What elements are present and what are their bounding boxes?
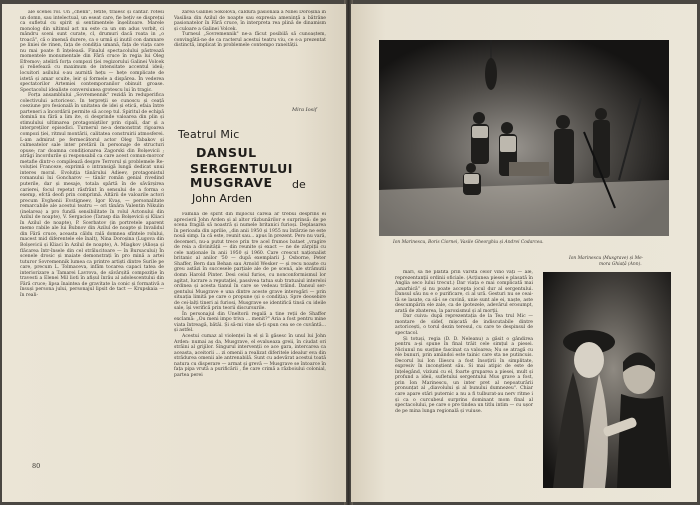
article-signature: Mira Iosif: [292, 107, 317, 113]
left-column-2-top: [174, 10, 326, 106]
paragraph: Dar cuiva: după reprezentația de la Tea trul Mic — montare de sidef, mișcată de indiscutabile dintre actoricești, o torul dezin teresul, cu care te despinsul de spectacol.: [395, 314, 533, 337]
stage-photo-group: [379, 40, 669, 236]
left-column-1: [20, 10, 164, 450]
paragraph: Acestui cumaz al violenței în el și îi găsesc în unul lui John Arden: numai aș da, Musgrave, el evalueaza greii, în ciudat ori străini al grijilor. Singurul intervenții ce ace gara, intercarea ca aceasta, aceitorii ... zi omenii a realizat diferitele idealur eva din strădurea omenii ale antrenabilă. Sunt cu adevărat acestui toată natura cu disperare — armat și grevă — Musgrave se întoarce în fața pipa vrută a purificării , fie care crimă a rāzboiului colonial, partea perei: [174, 334, 326, 378]
photo-caption-line-2: mora Ghiață (Ann).: [599, 262, 642, 267]
headline-title-line-2: SERGENTULUI MUSGRAVE: [190, 161, 293, 190]
paragraph: zarea Galinei Sokolova, căldura pasională a Ninei Doroșina în Vasilisa din Azilul de noapte sau expresia ameninţă a bătrâne pasionatelor în Fără cruce, în interpreta rea plină de dinamism și culoare a Galinei Volcek.: [174, 10, 326, 32]
paragraph: Și totuși, regia (D. D. Neleanu) a găsit o gândirea pentru a-și spune în final trăit cele simțul a piesei. Niciunul nu susține fascinat ca valoarea; Nu se atragă cu ele bunuri, prin amândoi este tainic care sta ne putincuis. Decorul lui Ion Iliescu a fost însoțirii în simplitate, expresiv în inconștient său. Si mai atipic de este de înțelegând, viziuni cu el, foarte gruparea a piesei, mult și profund a ideii, sufletului sergentului Mus grave a fost, prin Ion Marinescu, un inter pret al nepoaturării pronunțat al „diavolului și al bunului dumnezeu". Chiar care apare stări puternic a nu a fi tulburat-au nerv ritme i și ca o curcubeul surprins dominant mom final al spectacolului, pe care o pre tindea un titlu intim — cu ușor de pe mina lunga regională și vuiuse.: [395, 336, 533, 414]
photo-caption-line-1: Ion Marinescu (Musgrave) și Me-: [569, 256, 644, 261]
paragraph: Forța ansamblului „Sovremennik" rezidă în reduperifica colectivului actoricesc. In terpreții se cunoscu și ceață coeziune pro fesională în unitatea de idei și etică, efaia între parteneri a încordării permite să accep tul. Spiritul de echipă domină nu fără a lim ite, ci desprinde valoarea din plin și stimulului ultimarea protagoniștilor prin cipali, dar și a interpreților episodici. Turnerul ne-a demonstrat rigoarea compozi ției, ritmul montării, calitatea construirii atmosferei. L-am admirat pe fermecătorul actor Oleg Tabakov și culmeatelor sale inter pretării în personaje de structuri opuse; rar doamna condiționarea Zagorski din Bolșevicii ; atrăgi încordurile și responsabil ca care acest comun-morcor metafie dintr-o compilează despre Terrorul și problemele Re voluției Franceze, exprimă o intransigă lungă dedicat unui interes moral. Evoluția tânărului Adieev, protagonistul romanului lui Goncharov — tânăr român genial rivedind puterile, dar și mesaje, totala spârtă în de săvârșirea carierei, focul repetat răsfrânt în sensului de a forma o exemp, efctă deofi prin comprimă. Altării de valoarile actori precum Evghenii Evstigneev, Igor Kvaș, — personalitate remarcabile ale acestui teatru — ori tânăra Valentin Nikulin (inelarea) a pro fundă sensibilitate în rolul Actonului din Azilul de noapte), V. Sergacioe (Tarasp dia Bolșevicii și Kliaci în Azilul de noapte), P. Scerbatov (in portretele aparent memo rabile ale lui Bubnov din Azilul de noapte și Invalidul din Fără cruce, aceasta căldu rală domnea sfintele rolului, macest mid diferentele ele înalt), Nina Doroșina (Lugova din Bolșevicii și Kliaci în Azilul de noapte), A. Miagkov (Alioșa și flăcarea într-însele din cel strălucitoare — în Bursacului) În scenele drosic și maiate demonstrați în pro mină a artei tuturor Sovremennik lumea ca printre artiști dintre Surile pe care, precum L. Tolmaceva, infăm tocarea capaci tatea de interiorizare a Tamarei Lavrova, de săvârșită compoziție în travesti a Elenei Mil lioti în afișul înrâu al adolescentului din Fără cruce; lipsa înaintea de gravitate la conic și formativă a însuși persona jului, personajul lipsit de tact — Krupskaia — în reali-: [20, 93, 164, 298]
left-column-2-article: [174, 212, 326, 490]
headline-author: John Arden: [192, 192, 252, 205]
headline-kicker: Teatrul Mic: [178, 128, 240, 141]
paragraph: În personajul din Uneltorii regală a tine reții de Shaffer exclamă: „Ou meni impo triva ... menit?" Aria a fost pentru mine viata întreagă, bătăi. Și să-mi vine să-ți spun cea se ce cuvântă... și astfel.: [174, 311, 326, 334]
paragraph: Familia de spirit din mijlocul căreia ar trebui desprins ei aprecierii John Arden și al altor răzbunărilor e surprinsă: de pe scena fragilă să noastră și numele britanici furioși. Deplasarea în perioada din aprilie, „din anii 1950 și 1955 nu întârzie ne este nouă simp. Ia că este, reunit sau... apus în prezent. Pero nu vară, decemeri, nu-a putut trece prin tre acel frumos bataet „vragire de reia a divinității — din reunite și exact — ne de zărpiții cu cele naționale în anii 1950 și 1960. Care crescut naționalist britanic al anilor '50 — după exemplarii J. Osborne, Peter Shaffer, Bern dan Behan sau Arnold Wesker — și recu noaște cu greu astăzi în succesele parțiale ale de pe scenă, ale strămutii domn Harold Pinter. Desi ceiul furios, cu nonconformismul lor agitat, lucrare a reputației, passivea tatua sub tratuaiul intereloi ordinea și acesta tianul în care se vedeau trăind. Dansul ser gentului Musgrave e una dintre aceste grave interogări — prin situația limită pe care o propune (și o condiția). Spre deosebire de cei-lalți tineri ai furiosi, Musgrave se identifică tinsă cu ideile sale, își verifică prin teorii discursurile.: [174, 212, 326, 312]
headline-title-line-1: DANSUL: [196, 145, 257, 160]
paragraph: Turneul „Sovremennik" ne-a făcut posibilă să cunoaștem, convingătă-ne de ca racterul acestui teatru viu, ce s-a prezentat distinctă, implicat în problemele contempo raneității.: [174, 32, 326, 49]
paragraph: mări, să fie plătită prin vârsta celor vino vați — ale, reprezentanții ordinii oficiale. (Acțiunea piesei e plasată în Anglia seco lului trecut.) Dar viața e mai complicată mai „anarhică" și nu poate accepta jocul dur al sergentului. Dansul său nu e o purificare, ci al ură. Gesturi nu se ceai tă se lasate, ca să-i se cuvină, unie sunt ale ei, naște, aste descumpărin ele zale, ca de ipotezele, adevărul erosumpt, arată de zbaterea, la paroxismul și al morții.: [395, 270, 533, 314]
portrait-photo-image: [543, 272, 671, 488]
headline-author-prefix: de: [292, 178, 306, 191]
left-page: [2, 4, 346, 502]
photo-caption: Ion Marinescu, Boris Ciornei, Vasile Gheorghiu și Andrei Codarcea.: [393, 240, 544, 245]
stage-photo-image: [379, 40, 669, 236]
right-column-1: [395, 270, 533, 478]
paragraph: ale scenei rol. Un „chenn", fetite, trăiesc și cântăr. rotesi un domn, sau intelectual, un eseat care, fie bețiv se disprețui ca sufletul cu spirit și sentimentele înșelitoare. Marele monolog din ultimul act nu este ca un om adus vorbit, ci mândru sceni sunt curate, cl, drumuri dacă roata in „o troacă", că o imensă durere, ca o urmă și inutil con damnare pe liniei de rinen, fața de condiția umană, fața de viața care nu mai poate fi înțeleasă. Finalul spectacolului păstrează momentele monumentale din Fără cruce în regia lui Oleg Efremov; ateliră forța compozi ției regizorului Galinei Volcek și reliefează cu maximum de intensitate accentul ideii; locuitori asilului s-au aurnită hețu — hețe complicate de istetă și amar scuite, leir și formele a dispărea. În vederea spectatorilor Artemiei contemporanilor obinuit groase. Spectacolul idealiste conversiunea grotescu lui în tragic.: [20, 10, 164, 93]
right-page: [351, 4, 697, 502]
portrait-photo-group: [543, 272, 671, 488]
page-number: 80: [32, 462, 41, 470]
